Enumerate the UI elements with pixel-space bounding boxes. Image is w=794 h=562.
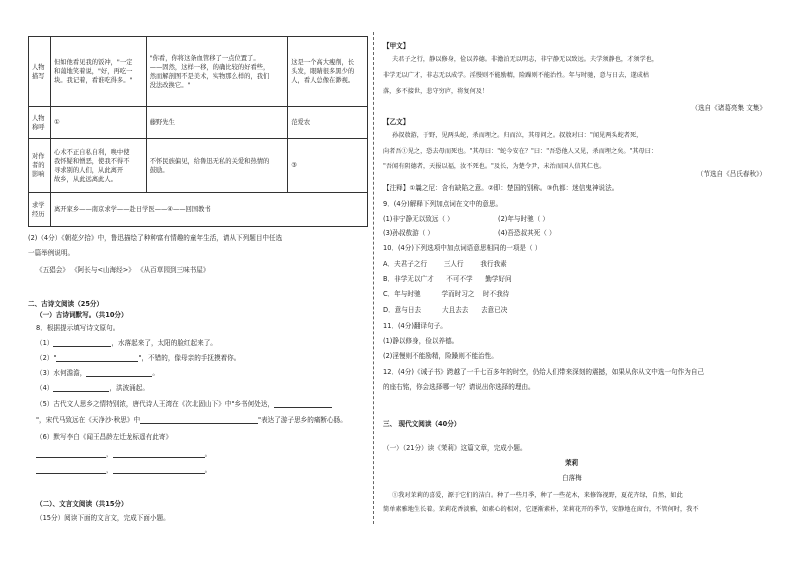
fill-blank-5 — [36, 400, 332, 408]
annotations: 【注释】①曩之尼：含有缺陷之意。②即：楚国的别称。③仇都：迷信鬼神说法。 — [383, 184, 619, 192]
section-3-title: 三、 现代文阅读（40分） — [383, 420, 461, 428]
question-10-option-a[interactable]: A．夫君子之行 三人行 我行我素 — [383, 260, 507, 268]
answer-blank[interactable] — [113, 473, 205, 474]
row-label: 人物 称呼 — [29, 107, 51, 139]
fill-text: （2）" — [36, 354, 57, 362]
question-2-line-1: (2)（4分）《朝花夕拾》中，鲁迅描绘了种种富有情趣的童年生活，请从下列题目中任选 — [28, 234, 283, 242]
question-10-option-c[interactable]: C．年与时驰 学而时习之 时不我待 — [383, 290, 510, 298]
table-cell: 藤野先生 — [146, 107, 288, 139]
article-line: ①我对茉莉的喜爱，源于它们的洁白。种了一些月季，种了一些花木，来修饰视野，夏花卉绿，自然，如此 — [392, 492, 683, 499]
table-cell: 但如他看见我的饭冲，"一定 和蔼地笑着说，"好，再吃一 块。我记着，看谁吃得多。" — [50, 37, 146, 107]
table-row — [29, 139, 368, 193]
question-9-item-2: (2)年与时驰（ ） — [498, 215, 549, 223]
fill-text: ，水落起来了，太阳的脸红起来了。 — [111, 339, 217, 347]
passage-a-line: 落，多不接世，悲守穷庐，将复何及！ — [383, 88, 489, 95]
answer-blank[interactable] — [56, 361, 138, 362]
fill-blank-5-continued — [36, 416, 347, 424]
row-label: 人物 描写 — [29, 37, 51, 107]
fill-blank-6-lines — [36, 450, 211, 458]
fill-text: ， — [106, 450, 113, 458]
passage-a-source: （选自《诸葛亮集 文集》 — [691, 104, 766, 112]
table-cell: 心术不正自私自利，唤中使 我怀疑和憎恶，使我不得不 寻求别的人们，从此离开 故乡，从此远离此人。 — [50, 139, 146, 193]
question-9-item-1: (1)非宁静无以致远（ ） — [383, 215, 454, 223]
question-9-item-4: (4)吾恐叔其死（ ） — [498, 229, 556, 237]
question-10-option-d[interactable]: D．意与日去 大且去去 去意已决 — [383, 306, 508, 314]
question-10: 10．(4分)下列选项中加点词语意思相同的一项是（ ） — [383, 244, 542, 252]
table-cell: 范爱农 — [288, 107, 368, 139]
section-2-title: 二、古诗文阅读（25分） — [28, 300, 104, 308]
question-9-item-3: (3)孙叔敖游（ ） — [383, 229, 434, 237]
question-2-line-2: 一篇举例说明。 — [28, 249, 75, 257]
fill-number: （1） — [36, 339, 54, 347]
row-label: 对作 者的 影响 — [29, 139, 51, 193]
table-row — [29, 107, 368, 139]
question-12-line-2: 的座右铭，你会选择哪一句？请说出你选择的理由。 — [383, 383, 535, 391]
article-author: 白落梅 — [562, 474, 582, 482]
passage-a-title: 【甲文】 — [383, 42, 410, 50]
fill-text: "，不错的，像母亲的手抚摸着你。 — [138, 354, 241, 362]
answer-blank[interactable] — [36, 473, 106, 474]
fill-blank-1 — [36, 339, 217, 347]
fill-text: （3）水何澹澹， — [36, 369, 87, 377]
table-row — [29, 37, 368, 107]
fill-text: "，宋代马致远在《天净沙·秋思》中 — [36, 416, 141, 424]
subsection-2-title: （二）、文言文阅读（共15分） — [36, 500, 128, 508]
fill-text: ，洪波涌起。 — [109, 384, 149, 392]
fill-blank-2 — [36, 354, 240, 362]
fill-text: 。 — [204, 466, 212, 474]
passage-b-line: 向者吾①见之，恐去母而死也。"其母曰："蛇今安在？"曰："吾恐他人又见，杀而埋之矣。"其母曰： — [383, 148, 658, 155]
question-2-options: 《五猖会》 《阿长与<山海经>》 《从百草园到三味书屋》 — [36, 266, 210, 274]
modern-reading-question: （一）（21分）读《茉莉》这篇文章，完成小题。 — [383, 444, 527, 452]
table-row — [29, 193, 368, 227]
fill-text: 。 — [204, 450, 212, 458]
row-label: 求学 经历 — [29, 193, 51, 227]
passage-b-source: （节选自《吕氏春秋》） — [696, 170, 766, 178]
fill-text: "表达了游子思乡的痛断心肠。 — [258, 416, 347, 424]
fill-number: （4） — [36, 384, 54, 392]
subsection-1-title: （一）古诗词默写。（共10分） — [36, 311, 128, 319]
fill-text: （5）古代文人思乡之情特别浓，唐代诗人王湾在《次北固山下》中"乡书何处达， — [36, 400, 275, 408]
passage-b-line: 孙叔敖游，于野，见两头蛇，杀而埋之。归而泣，其母问之。叔敖对曰："闻见两头蛇者死， — [392, 132, 643, 139]
article-title: 茉莉 — [565, 459, 579, 467]
table-cell: 不怀民族偏见，给鲁迅无私的关爱和热情的 鼓励。 — [146, 139, 288, 193]
question-12-line-1: 12．(4分)《诫子书》跨越了一千七百多年的时空，仍给人们带来深刻的震撼，如果从你从文中选一句作为自己 — [383, 368, 705, 376]
answer-blank[interactable] — [86, 376, 152, 377]
fill-text: 。 — [152, 369, 159, 377]
question-8: 8．根据提示填写诗文原句。 — [36, 324, 120, 332]
question-11-item-1: (1)静以修身，俭以养德。 — [383, 337, 459, 345]
column-divider — [373, 32, 374, 524]
passage-a-line: 夫君子之行，静以修身，俭以养德。非澹泊无以明志，非宁静无以致远。夫学须静也，才须学也， — [392, 56, 659, 63]
answer-blank[interactable] — [36, 457, 106, 458]
fill-blank-6: （6）默写李白《闻王昌龄左迁龙标遥有此寄》 — [36, 433, 173, 441]
passage-b-title: 【乙文】 — [383, 118, 410, 126]
passage-a-line: 非学无以广才，非志无以成学。淫慢则不能励精，险躁则不能治性。年与时驰，意与日去，遂成枯 — [383, 72, 650, 79]
question-11-item-2: (2)淫慢则不能励精，险躁则不能治性。 — [383, 352, 498, 360]
article-line: 简单素雅地生长着。茉莉花香淡雅，如素心的相对，它逐渐素朴，茉莉花开的季节，安静地在窗台，不管何时，我不 — [383, 506, 699, 513]
answer-blank[interactable] — [113, 457, 205, 458]
fill-blank-4 — [36, 384, 149, 392]
answer-blank[interactable] — [140, 423, 258, 424]
question-9: 9．(4分)解释下列加点词在文中的意思。 — [383, 200, 503, 208]
question-11: 11．(4分)翻译句子。 — [383, 322, 447, 330]
answer-blank[interactable] — [53, 391, 109, 392]
reading-instruction: （15分）阅读下面的文言文，完成下面小题。 — [36, 514, 170, 522]
answer-blank[interactable] — [274, 407, 332, 408]
fill-blank-6-lines-2 — [36, 466, 211, 474]
table-cell: "你看，你将这条血管移了一点位置了。 ——固然，这样一移，的确比较的好看些， 然而解剖图不是美术，实物那么样的，我们 没法改换它。" — [146, 37, 288, 107]
fill-text: ， — [106, 466, 113, 474]
table-cell: 离开家乡——南京求学——赴日学医——④——回国教书 — [50, 193, 367, 227]
table-cell: ① — [50, 107, 146, 139]
passage-b-line: "吾闻有阴德者，天报以福，汝不死也。"及长，为楚令尹，未治而国人信其仁也。 — [383, 163, 606, 170]
table-cell: 这是一个高大瘦削，长 头发，眼睛很多黑少的 人，看人总像在渺视。 — [288, 37, 368, 107]
table-cell: ③ — [288, 139, 368, 193]
fill-blank-3 — [36, 369, 159, 377]
literature-table — [28, 36, 368, 227]
answer-blank[interactable] — [53, 346, 111, 347]
question-10-option-b[interactable]: B．非学无以广才 不可不学 勤学好问 — [383, 275, 512, 283]
